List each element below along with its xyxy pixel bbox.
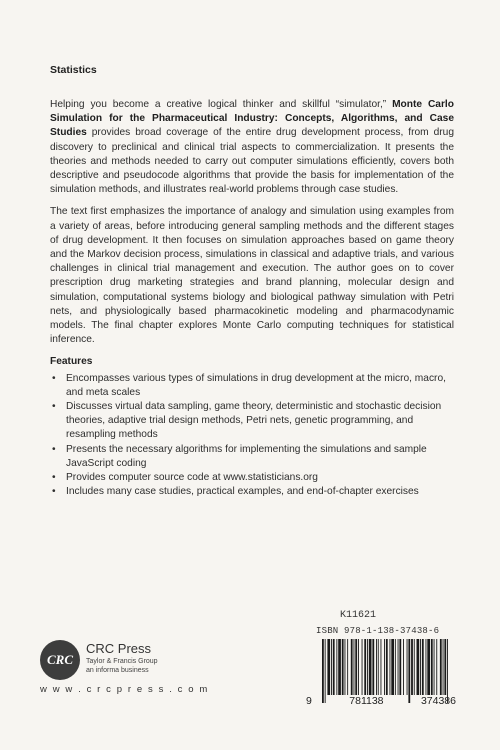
barcode-bar [355,639,357,695]
feature-item: • Encompasses various types of simulations in drug development at the micro, macro, and meta scales [50,372,454,400]
barcode-bar [403,639,404,695]
barcode-bar [342,639,344,695]
barcode-bar [358,639,359,695]
feature-item: • Discusses virtual data sampling, game theory, deterministic and stochastic decision theories, adaptive trial design methods, Petri nets, genetic programming, and resampling methods [50,400,454,443]
description-paragraph-2: The text first emphasizes the importance of analogy and simulation using examples from a variety of areas, before introducing general sampling methods and the different stages of drug development. It then focuses on simulation approaches based on game theory and the Markov decision process, simulations in classical and adaptive trials, and various challenges in clinical trial management and execution. The author goes on to cover prescription drug marketing strategies and brand planning, molecular design and simulation, computational systems biology and biological pathway simulation with Petri nets, and physiologically based pharmacokinetic modeling and pharmacodynamic models. The final chapter explores Monte Carlo computing techniques for statistical inference. [50,206,454,346]
barcode-bar [378,639,379,695]
barcode-bar [447,639,448,703]
barcode-bar [338,639,341,695]
barcode-bar [384,639,385,695]
barcode-bar [351,639,353,695]
barcode-bar [436,639,437,695]
barcode-bar [407,639,408,695]
barcode-bar [364,639,366,695]
description-paragraph-1 [50,98,454,197]
barcode-bar [399,639,401,695]
barcode-bar [336,639,337,695]
barcode-bar [376,639,377,695]
barcode-digit-group: 9 [306,695,312,707]
barcode-bar [391,639,394,695]
publisher-group: Taylor & Francis Group [86,658,158,665]
barcode-bar [327,639,330,695]
barcode-bar [426,639,427,695]
barcode-bar [395,639,396,695]
barcode-bar [325,639,326,703]
barcode-digit-group: 781138 [349,695,384,707]
barcode-bar [345,639,346,695]
category-label: Statistics [50,64,97,76]
barcode-bar [411,639,413,695]
barcode-bar [427,639,430,695]
barcode-bar [434,639,435,695]
description-block [50,98,454,499]
feature-item: • Includes many case studies, practical examples, and end-of-chapter exercises [50,485,454,499]
features-heading: Features [50,356,93,368]
isbn-label: ISBN 978-1-138-37438-6 [316,626,440,636]
book-title: Monte Carlo Simulation for the Pharmaceutical Industry: Concepts, Algorithms, and Case Studies [50,99,454,139]
barcode-bar [331,639,332,695]
publisher-logo-block [40,640,220,700]
publisher-url: w w w . c r c p r e s s . c o m [40,684,209,695]
isbn-barcode [322,639,450,703]
barcode-bar [381,639,382,695]
barcode-bar [354,639,355,695]
barcode-bar [369,639,372,695]
barcode-bar [398,639,399,695]
publisher-business: an informa business [86,667,149,674]
barcode-bar [444,639,446,695]
barcode-bar [440,639,442,695]
catalog-number: K11621 [340,610,377,621]
barcode-bar [333,639,335,695]
feature-item: • Presents the necessary algorithms for implementing the simulations and sample JavaScript coding [50,443,454,471]
barcode-bar [362,639,363,695]
barcode-bar [431,639,433,695]
barcode-bar [367,639,368,695]
paragraph-1-intro: Helping you become a creative logical thinker and skillful “simulator,” [50,99,393,110]
publisher-name: CRC Press [86,641,152,656]
features-list [50,372,454,500]
barcode-bar [420,639,421,695]
crc-logo-icon [40,640,80,680]
barcode-bar [414,639,415,695]
barcode-bar [322,639,324,703]
barcode-digits [306,695,456,707]
barcode-bar [372,639,374,695]
paragraph-1-rest: provides broad coverage of the entire drug development process, from drug discovery to preclinical and clinical trial aspects to commercialization. It presents the theories and methods needed to carry out computer simulations efficiently, covers both descriptive and pseudocode algorithms that provide the basis for implementation of the simulation methods, and illustrates real-world problems through case studies. [50,127,454,196]
barcode-bar [347,639,348,695]
barcode-bar [417,639,420,695]
barcode-bar [390,639,391,695]
barcode-bar [422,639,424,695]
barcode-bar [408,639,410,703]
barcode-bar [443,639,444,695]
barcode-digit-group: 374386 [420,695,456,707]
barcode-bar [386,639,388,695]
crc-logo-text: CRC [46,652,73,667]
feature-item: • Provides computer source code at www.statisticians.org [50,471,454,485]
